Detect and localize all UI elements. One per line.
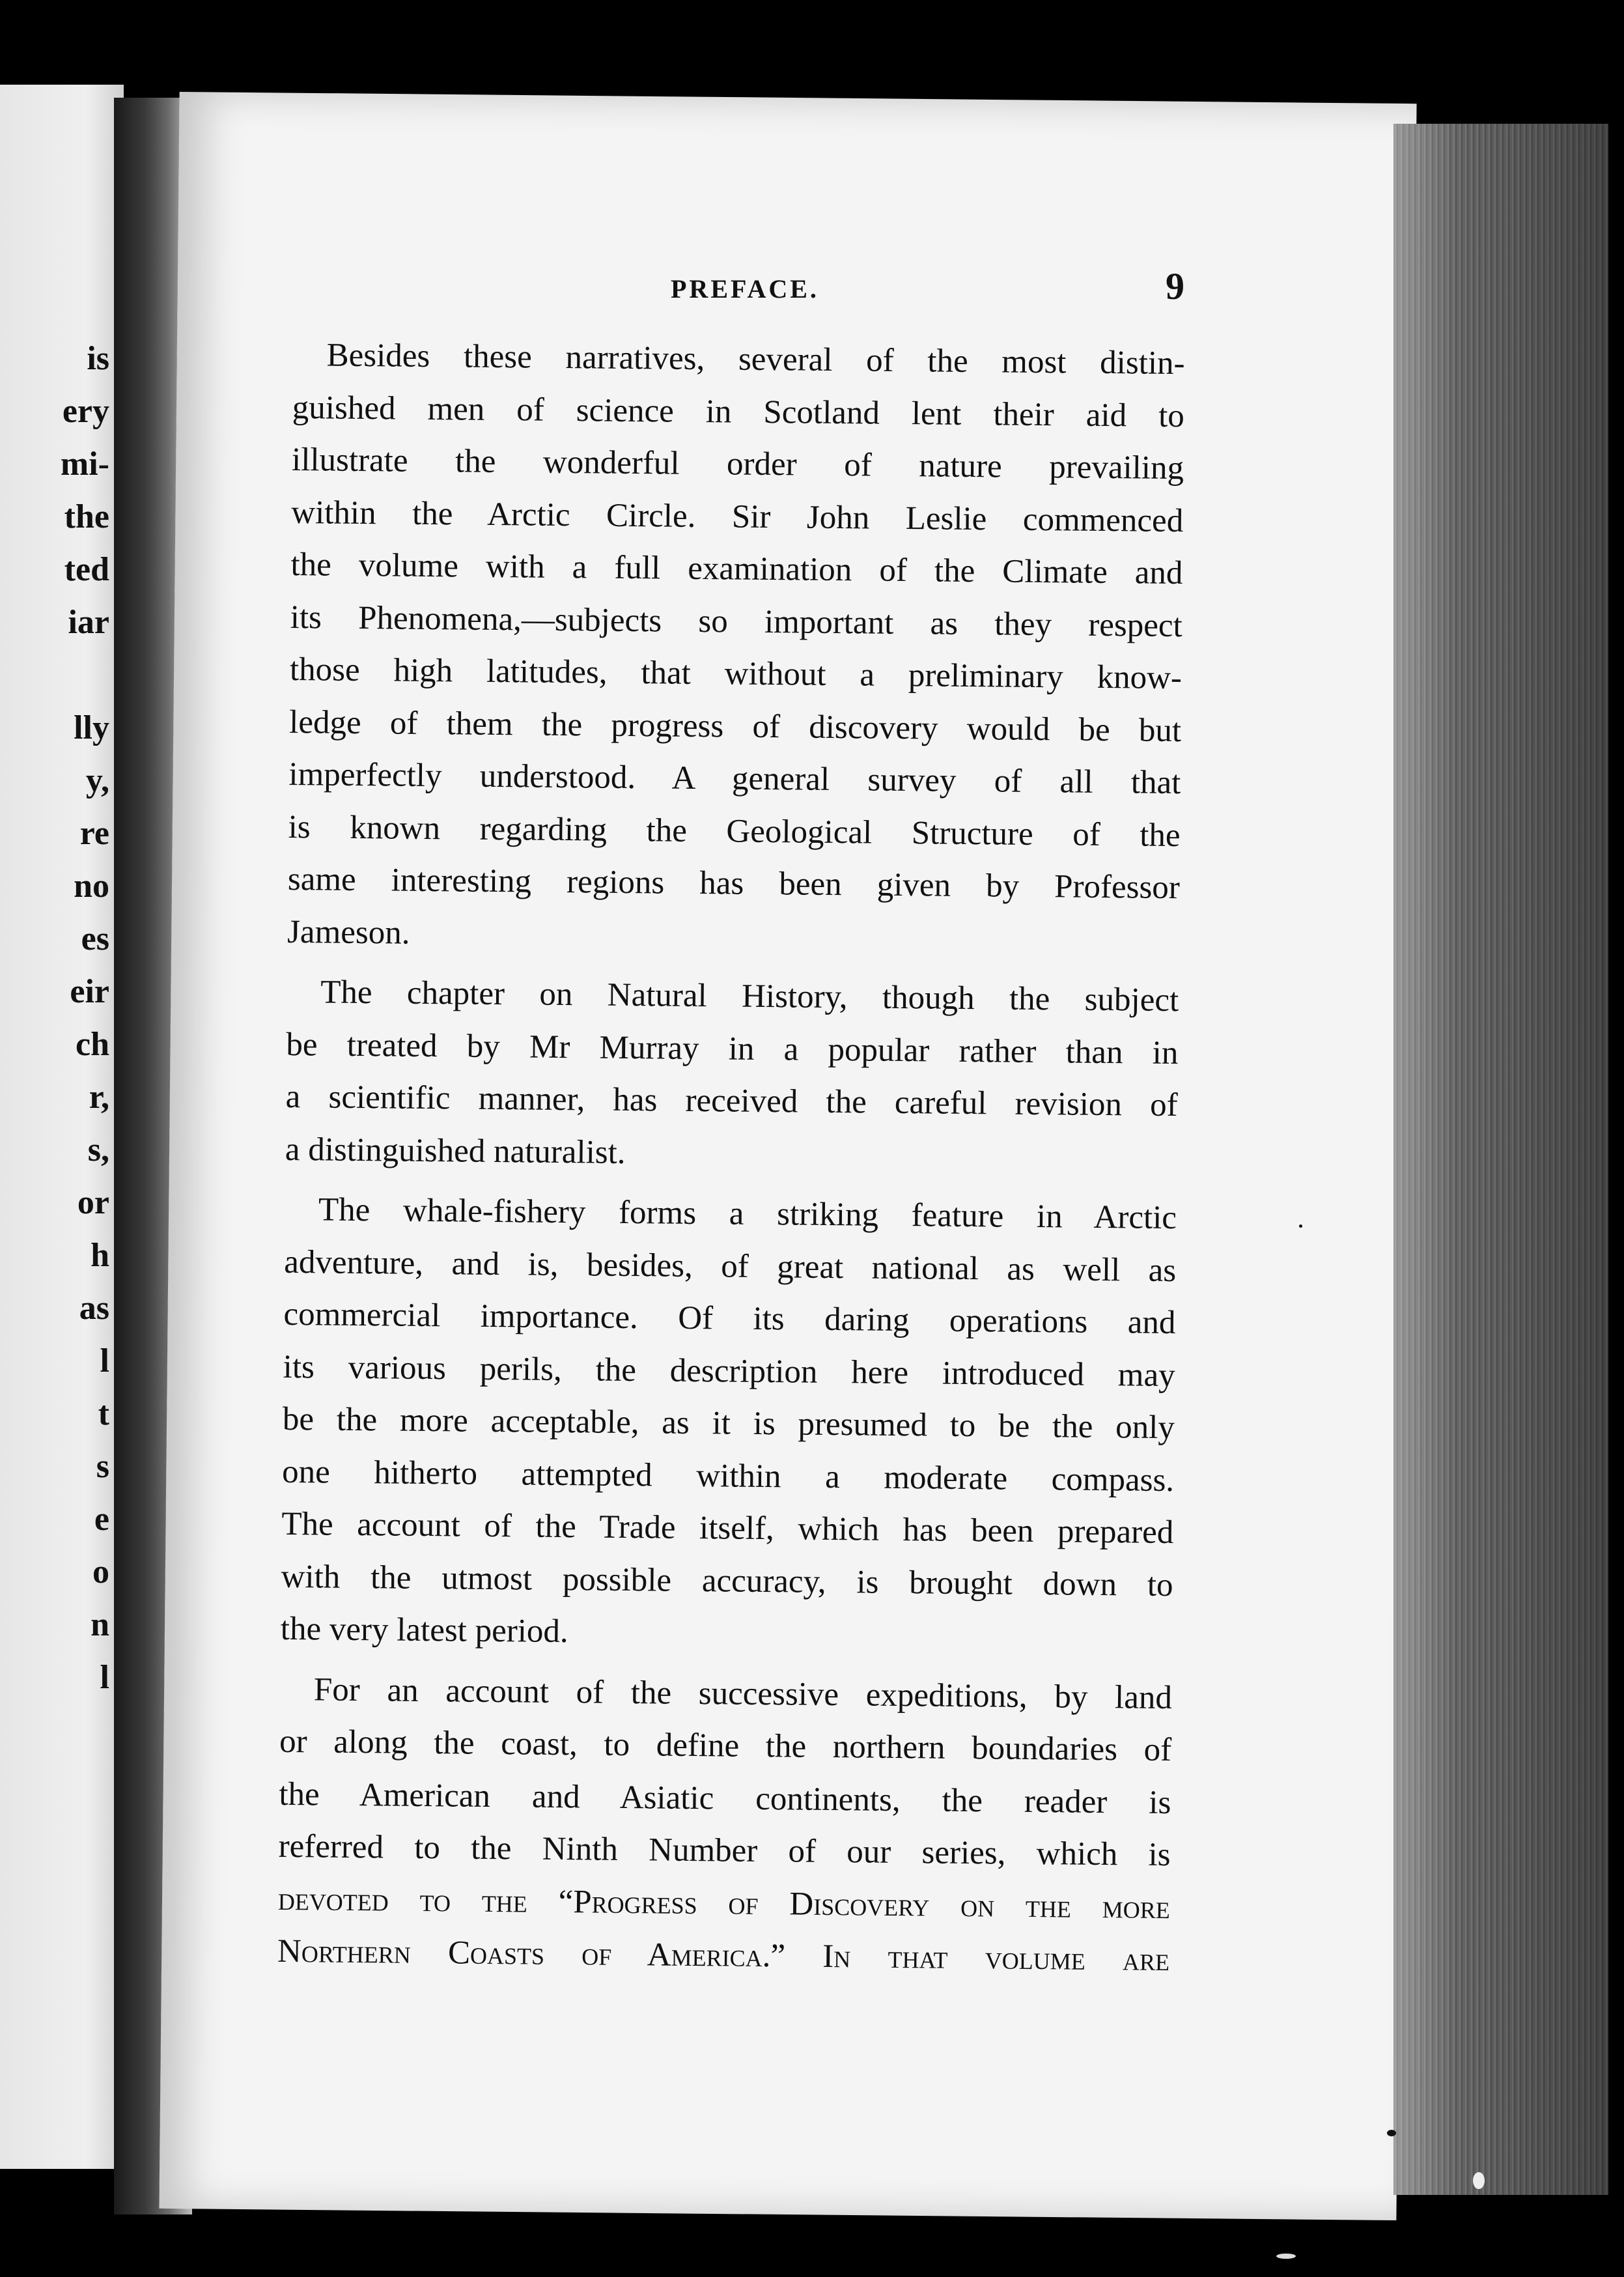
text-line: within the Arctic Circle. Sir John Leslie commenced bbox=[291, 494, 1184, 539]
text-line: adventure, and is, besides, of great national as well as bbox=[283, 1243, 1177, 1289]
previous-page-fragment: s, bbox=[87, 1131, 109, 1168]
previous-page-fragment: r, bbox=[89, 1079, 109, 1116]
previous-page-fragment: l bbox=[100, 1659, 109, 1696]
paragraph bbox=[287, 329, 1185, 967]
previous-page-fragment: no bbox=[74, 868, 109, 905]
previous-page-fragment bbox=[61, 1704, 109, 1757]
previous-page-fragment: or bbox=[77, 1184, 109, 1221]
text-line: its various perils, the description here introduced may bbox=[283, 1348, 1175, 1394]
text-line: referred to the Ninth Number of our series, which is bbox=[278, 1828, 1171, 1874]
text-line: devoted to the “Progress of Discovery on the more bbox=[277, 1880, 1171, 1926]
text-line: illustrate the wonderful order of nature prevailing bbox=[291, 441, 1184, 487]
text-line: the very latest period. bbox=[280, 1610, 568, 1650]
previous-page-fragment: eir bbox=[70, 973, 109, 1010]
previous-page-fragment: the bbox=[64, 498, 109, 535]
previous-page-fragment: e bbox=[94, 1501, 109, 1538]
previous-page-fragment: as bbox=[79, 1290, 109, 1327]
previous-page-fragment: is bbox=[87, 340, 109, 377]
previous-page-fragment: ery bbox=[62, 393, 109, 430]
previous-page-fragment: ch bbox=[76, 1026, 109, 1063]
previous-page-fragment: ted bbox=[64, 551, 109, 588]
previous-page-fragment: y, bbox=[85, 762, 109, 799]
previous-page-fragment: iar bbox=[68, 604, 109, 641]
previous-page-fragment: t bbox=[98, 1395, 109, 1432]
page-number: 9 bbox=[1166, 265, 1184, 307]
text-line: with the utmost possible accuracy, is brought down to bbox=[281, 1558, 1173, 1604]
previous-page-fragment: es bbox=[81, 920, 109, 957]
previous-page-fragment bbox=[61, 649, 109, 701]
text-line: The account of the Trade itself, which has been prepared bbox=[281, 1505, 1174, 1551]
text-line: the American and Asiatic continents, the reader is bbox=[279, 1775, 1171, 1821]
text-line: Besides these narratives, several of the most distin- bbox=[326, 337, 1185, 382]
text-line: or along the coast, to define the northern boundaries of bbox=[279, 1723, 1172, 1769]
previous-page-fragment: lly bbox=[74, 709, 109, 746]
text-line: Jameson. bbox=[287, 913, 410, 952]
text-line: Northern Coasts of America.” In that volume are bbox=[277, 1932, 1170, 1979]
previous-page bbox=[0, 85, 124, 2169]
paragraph bbox=[285, 966, 1179, 1184]
previous-page-fragment: o bbox=[92, 1553, 109, 1591]
previous-page-fragment: n bbox=[91, 1606, 109, 1643]
text-line: is known regarding the Geological Structure of the bbox=[288, 808, 1181, 854]
text-line: the volume with a full examination of the Climate and bbox=[290, 546, 1183, 592]
text-line: be the more acceptable, as it is presumed to be the only bbox=[282, 1400, 1175, 1447]
running-title: PREFACE. bbox=[671, 274, 819, 304]
text-line: those high latitudes, that without a preliminary know- bbox=[289, 651, 1183, 697]
paragraph bbox=[277, 1663, 1173, 1986]
text-line: imperfectly understood. A general survey of all that bbox=[288, 756, 1181, 802]
text-line: commercial importance. Of its daring operations and bbox=[283, 1295, 1176, 1342]
text-line: The chapter on Natural History, though the subject bbox=[320, 974, 1179, 1019]
previous-page-fragment: re bbox=[79, 815, 109, 852]
text-line: ledge of them the progress of discovery would be but bbox=[288, 703, 1182, 749]
previous-page-text-fragments bbox=[61, 332, 109, 1757]
paragraph bbox=[280, 1183, 1177, 1664]
text-line: guished men of science in Scotland lent their aid to bbox=[292, 389, 1185, 434]
previous-page-fragment: s bbox=[96, 1448, 109, 1485]
text-line: a scientific manner, has received the careful revision of bbox=[285, 1078, 1178, 1124]
previous-page-fragment: l bbox=[100, 1342, 109, 1379]
text-line: same interesting regions has been given by Professor bbox=[287, 860, 1181, 907]
text-line: a distinguished naturalist. bbox=[285, 1131, 626, 1171]
text-line: one hitherto attempted within a moderate compass. bbox=[281, 1453, 1175, 1499]
previous-page-fragment: h bbox=[91, 1237, 109, 1274]
previous-page-fragment: mi- bbox=[60, 446, 109, 483]
text-line: For an account of the successive expeditions, by land bbox=[313, 1671, 1173, 1716]
text-line: be treated by Mr Murray in a popular rather than in bbox=[286, 1026, 1179, 1071]
page-edges-shade bbox=[1393, 124, 1608, 2195]
text-line: its Phenomena,—subjects so important as they respect bbox=[290, 599, 1183, 644]
text-line: The whale-fishery forms a striking feature in Arctic bbox=[318, 1191, 1177, 1237]
page-body-text bbox=[277, 329, 1185, 1994]
